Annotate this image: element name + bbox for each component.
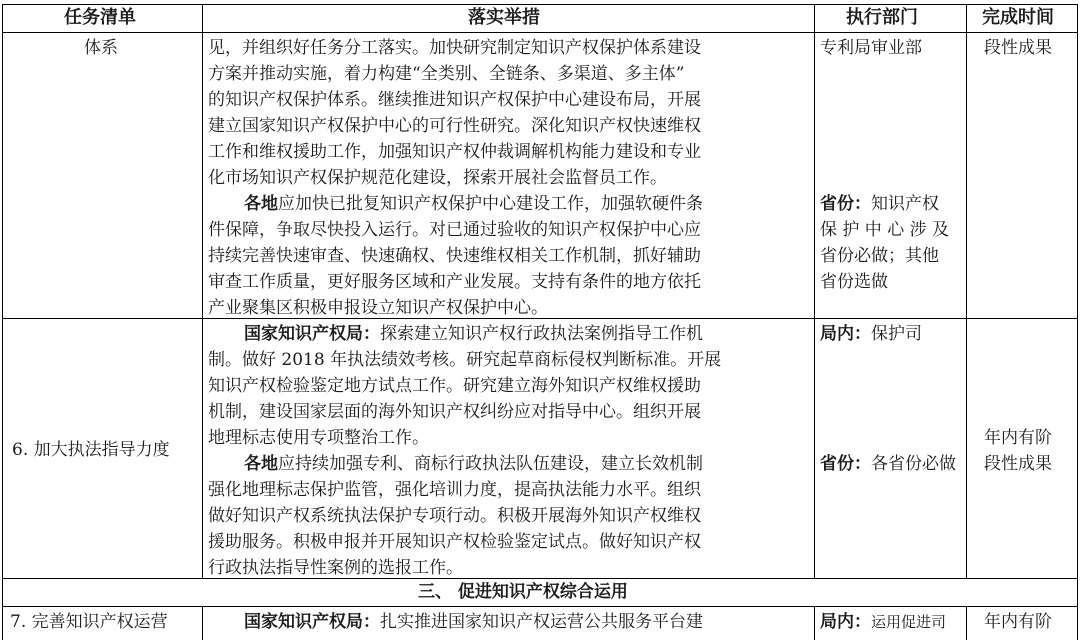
row2-local-lead: 各地 — [244, 454, 278, 474]
row1-dept-prov-line: 保 护 中 心 涉 及 — [820, 220, 950, 240]
border-row2-bottom — [2, 578, 1078, 579]
section-title: 三、 促进知识产权综合运用 — [418, 582, 628, 602]
row1-measure-line: 工作和维权援助工作，加强知识产权仲裁调解机构能力建设和专业 — [208, 142, 701, 162]
row2-task: 6. 加大执法指导力度 — [12, 440, 170, 460]
col-divider-1 — [202, 4, 203, 578]
border-header-bottom — [2, 32, 1078, 33]
row1-local-line: 审查工作质量，更好服务区域和产业发展。支持有条件的地方依托 — [208, 272, 701, 292]
col-divider-1-row3 — [202, 606, 203, 640]
row2-nat-line: 国家知识产权局：探索建立知识产权行政执法案例指导工作机 — [244, 324, 703, 344]
row3-nat-line: 国家知识产权局：扎实推进国家知识产权运营公共服务平台建 — [244, 612, 703, 632]
row2-nat-line: 机制，建设国家层面的海外知识产权纠纷应对指导中心。组织开展 — [208, 402, 701, 422]
col-divider-2-row3 — [814, 606, 815, 640]
row1-dept-prov-line: 省份选做 — [820, 272, 888, 292]
row2-time-line: 段性成果 — [984, 454, 1052, 474]
row3-dept-in-label: 局内： — [820, 612, 871, 632]
row2-local-line: 强化地理标志保护监管，强化培训力度，提高执法能力水平。组织 — [208, 480, 701, 500]
row1-local-lead: 各地 — [244, 194, 278, 214]
row1-local-line: 件保障，争取尽快投入运行。对已通过验收的知识产权保护中心应 — [208, 220, 701, 240]
col-divider-3-row3 — [966, 606, 967, 640]
row2-local-line: 做好知识产权系统执法保护专项行动。积极开展海外知识产权维权 — [208, 506, 701, 526]
row1-local-line: 持续完善快速审查、快速确权、快速维权相关工作机制，抓好辅助 — [208, 246, 701, 266]
header-time: 完成时间 — [982, 7, 1054, 28]
row2-local-line: 援助服务。积极申报并开展知识产权检验鉴定试点。做好知识产权 — [208, 532, 701, 552]
header-dept: 执行部门 — [846, 7, 918, 28]
row1-dept-prov-line: 省份必做；其他 — [820, 246, 939, 266]
row2-dept-in-label: 局内： — [820, 324, 871, 344]
row2-local-line: 各地应持续加强专利、商标行政执法队伍建设，建立长效机制 — [244, 454, 703, 474]
row2-time-line: 年内有阶 — [984, 428, 1052, 448]
row2-dept-prov-label: 省份： — [820, 454, 871, 474]
row1-local-line: 各地应加快已批复知识产权保护中心建设工作，加强软硬件条 — [244, 194, 703, 214]
row3-dept-in: 局内：运用促进司 — [820, 612, 947, 632]
header-task: 任务清单 — [64, 7, 136, 28]
row2-local-line: 行政执法指导性案例的选报工作。 — [208, 558, 463, 578]
row1-dept-prov: 省份：知识产权 — [820, 194, 939, 214]
col-divider-3 — [966, 4, 967, 578]
row3-time: 年内有阶 — [984, 612, 1052, 632]
row1-dept-prov-label: 省份： — [820, 194, 871, 214]
row2-nat-line: 地理标志使用专项整治工作。 — [208, 428, 429, 448]
row2-dept-prov: 省份：各省份必做 — [820, 454, 956, 474]
border-section-bottom — [2, 606, 1078, 607]
row1-measure-line: 化市场知识产权保护规范化建设，探索开展社会监督员工作。 — [208, 168, 667, 188]
row3-task: 7. 完善知识产权运营 — [10, 612, 168, 632]
row1-measure-line: 建立国家知识产权保护中心的可行性研究。深化知识产权快速维权 — [208, 116, 701, 136]
row2-nat-lead: 国家知识产权局： — [244, 324, 380, 344]
row1-time: 段性成果 — [984, 38, 1052, 58]
border-row1-bottom — [2, 318, 1078, 319]
border-top — [2, 4, 1078, 5]
row3-nat-lead: 国家知识产权局： — [244, 612, 380, 632]
col-divider-2 — [814, 4, 815, 578]
row1-task: 体系 — [84, 38, 118, 58]
row2-nat-line: 知识产权检验鉴定地方试点工作。研究建立海外知识产权维权援助 — [208, 376, 701, 396]
row1-measure-line: 方案并推动实施，着力构建“全类别、全链条、多渠道、多主体” — [208, 64, 685, 84]
border-left — [2, 4, 3, 640]
row1-dept-top: 专利局审业部 — [820, 38, 922, 58]
row2-nat-line: 制。做好 2018 年执法绩效考核。研究起草商标侵权判断标准。开展 — [208, 350, 722, 370]
row1-measure-line: 见，并组织好任务分工落实。加快研究制定知识产权保护体系建设 — [208, 38, 701, 58]
row2-dept-in: 局内：保护司 — [820, 324, 922, 344]
header-measures: 落实举措 — [468, 7, 540, 28]
row1-measure-line: 的知识产权保护体系。继续推进知识产权保护中心建设布局，开展 — [208, 90, 701, 110]
border-right — [1077, 4, 1078, 640]
row1-local-line: 产业聚集区积极申报设立知识产权保护中心。 — [208, 298, 548, 318]
